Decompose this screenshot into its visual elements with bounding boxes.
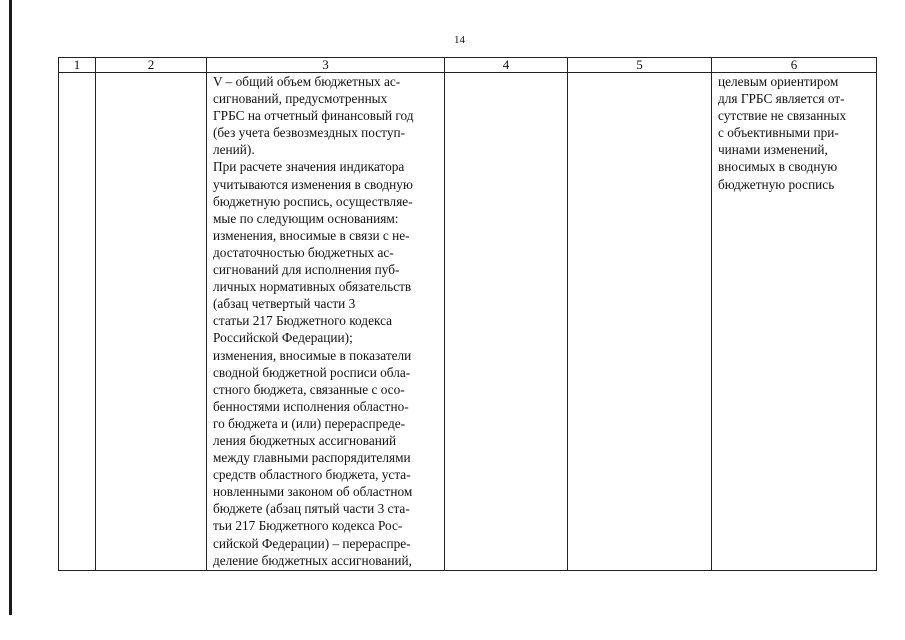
text-line: Российской Федерации); [213,330,353,346]
table-row [59,73,877,571]
text-line: между главными распорядителями [213,450,411,466]
text-line: бюджете (абзац пятый части 3 ста- [213,501,410,517]
text-line: личных нормативных обязательств [213,279,412,295]
text-line: мые по следующим основаниям: [213,210,399,226]
cell-col-1 [59,73,96,571]
text-line: бенностями исполнения областно- [213,398,409,414]
text-line: При расчете значения индикатора [213,159,405,175]
text-line: ления бюджетных ассигнований [213,432,397,448]
cell-col-5 [568,73,712,571]
text-line: статьи 217 Бюджетного кодекса [213,313,393,329]
page-margin-bar [9,0,12,615]
text-line: изменения, вносимые в связи с не- [213,227,410,243]
text-line: для ГРБС является от- [718,91,845,107]
target-description-text [712,73,876,193]
text-line: сигнований для исполнения пуб- [213,262,400,278]
text-line: (абзац четвертый части 3 [213,296,356,312]
text-line: бюджетную роспись [718,176,835,192]
text-line: го бюджета и (или) перераспреде- [213,415,406,431]
document-table [58,57,877,571]
text-line: достаточностью бюджетных ас- [213,244,394,260]
column-header-5: 5 [568,58,712,73]
cell-col-3 [207,73,445,571]
text-line: сводной бюджетной росписи обла- [213,364,411,380]
text-line: вносимых в сводную [718,159,838,175]
text-line: сутствие не связанных [718,108,847,124]
indicator-description-text [207,73,444,569]
table-header-row [59,58,877,73]
column-header-2: 2 [96,58,207,73]
text-line: сигнований, предусмотренных [213,91,388,107]
text-line: целевым ориентиром [718,74,839,89]
cell-col-2 [96,73,207,571]
text-line: новленными законом об областном [213,484,413,500]
page-number: 14 [454,34,465,46]
text-line: бюджетную роспись, осуществляе- [213,193,413,209]
text-line: средств областного бюджета, уста- [213,467,411,483]
text-line: ГРБС на отчетный финансовый год [213,108,414,124]
text-line: стного бюджета, связанные с осо- [213,381,405,397]
column-header-3: 3 [207,58,445,73]
text-line: деление бюджетных ассигнований, [213,552,412,568]
text-line: тьи 217 Бюджетного кодекса Рос- [213,518,403,534]
text-line: изменения, вносимые в показатели [213,347,412,363]
text-line: учитываются изменения в сводную [213,176,413,192]
text-line: V – общий объем бюджетных ас- [213,74,401,89]
column-header-6: 6 [712,58,877,73]
cell-col-6 [712,73,877,571]
text-line: сийской Федерации) – перераспре- [213,535,411,551]
cell-col-4 [445,73,568,571]
column-header-4: 4 [445,58,568,73]
text-line: (без учета безвозмездных поступ- [213,125,406,141]
text-line: с объективными при- [718,125,839,141]
text-line: чинами изменений, [718,142,828,158]
text-line: лений). [213,142,255,158]
column-header-1: 1 [59,58,96,73]
